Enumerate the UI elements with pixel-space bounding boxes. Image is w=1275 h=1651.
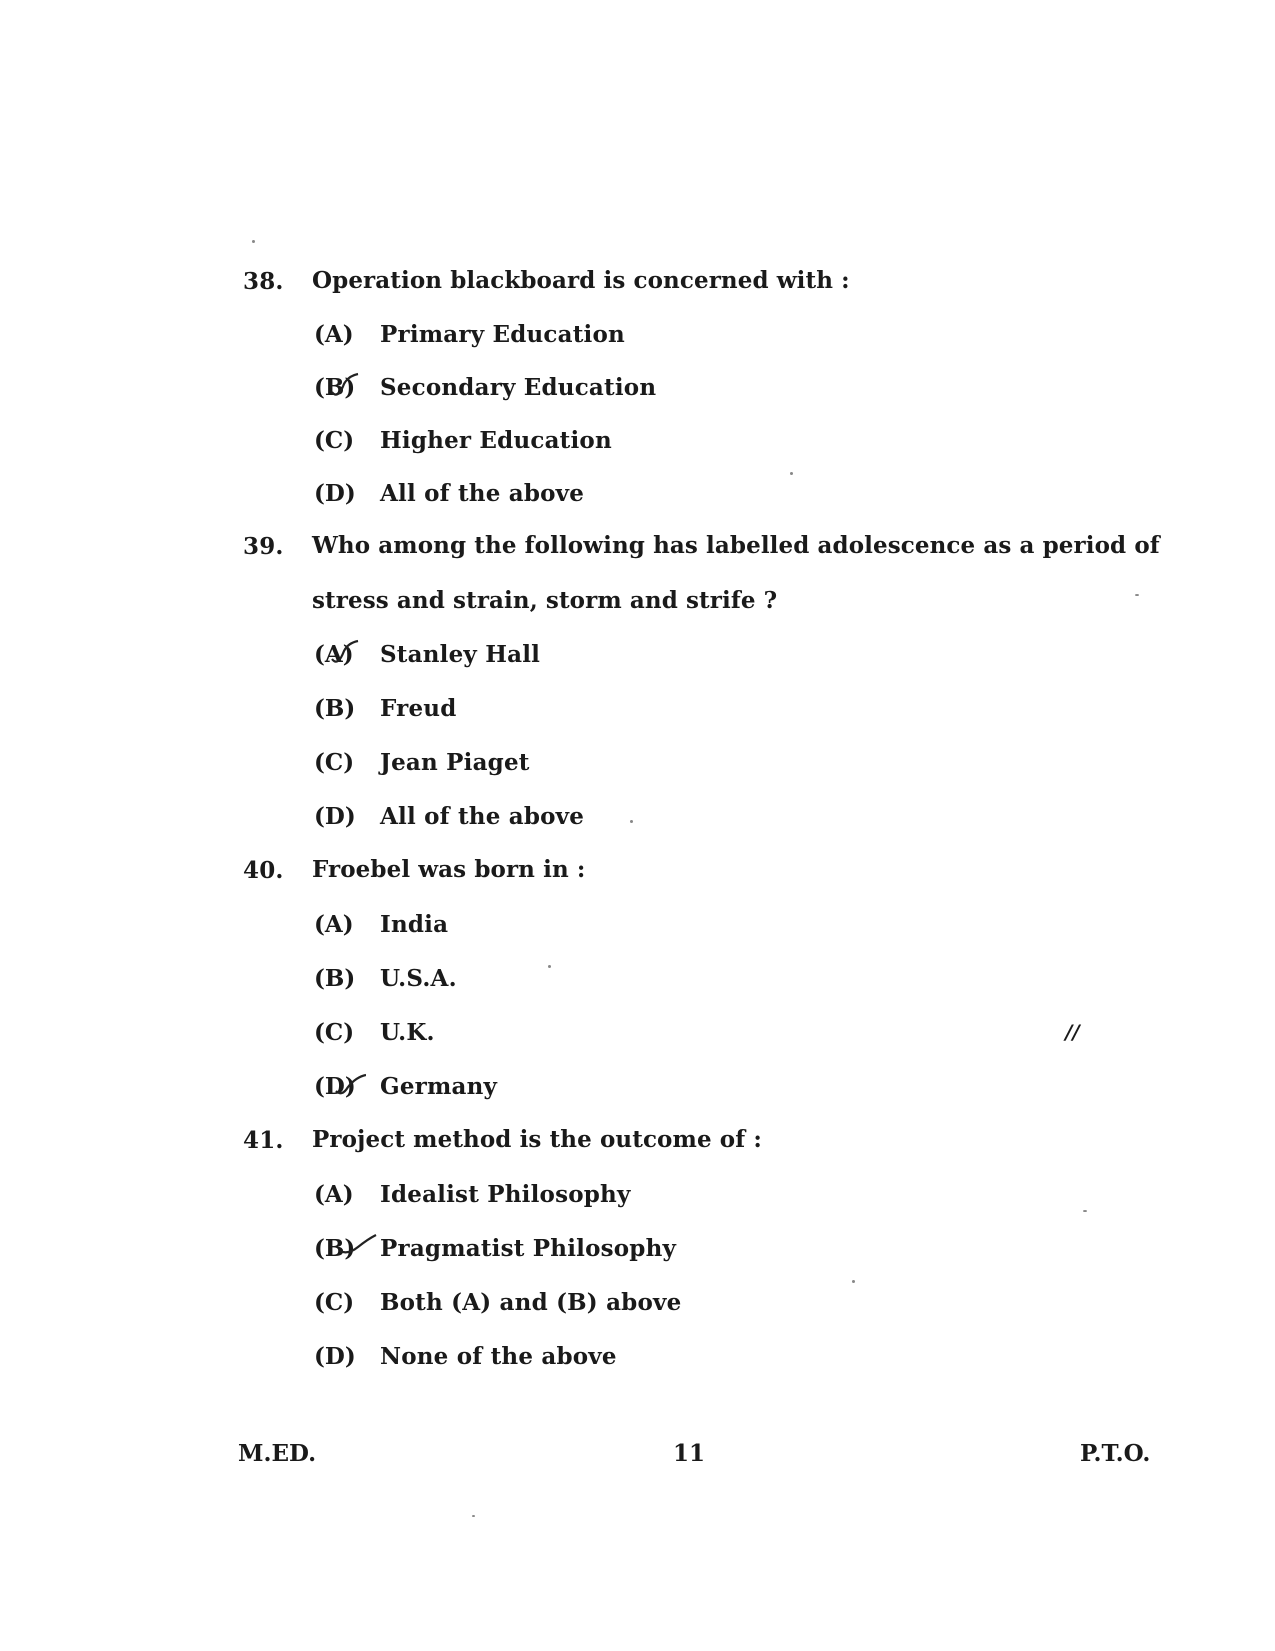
scan-speck xyxy=(1135,594,1139,596)
option-letter: (B) xyxy=(314,374,356,401)
option-letter: (A) xyxy=(314,641,354,668)
option-text: Jean Piaget xyxy=(380,749,530,776)
option-text: U.K. xyxy=(380,1019,435,1046)
option-text: Higher Education xyxy=(380,427,612,454)
option-40-b xyxy=(0,965,1275,1005)
answer-tick-icon xyxy=(330,370,360,400)
footer-pto: P.T.O. xyxy=(1080,1440,1151,1467)
option-39-b xyxy=(0,695,1275,735)
option-40-d xyxy=(0,1073,1275,1113)
scan-speck xyxy=(548,965,551,968)
question-number: 41. xyxy=(243,1127,284,1154)
option-40-a xyxy=(0,911,1275,951)
option-letter: (A) xyxy=(314,911,354,938)
option-letter: (D) xyxy=(314,1073,356,1100)
option-letter: (C) xyxy=(314,427,355,454)
question-number: 39. xyxy=(243,533,284,560)
scan-speck xyxy=(252,240,255,243)
option-text: All of the above xyxy=(380,803,585,830)
option-text: Secondary Education xyxy=(380,374,657,401)
option-40-c xyxy=(0,1019,1275,1059)
footer-code: M.ED. xyxy=(238,1440,317,1467)
option-text: Stanley Hall xyxy=(380,641,541,668)
scan-speck xyxy=(472,1515,475,1517)
option-letter: (D) xyxy=(314,1343,356,1370)
option-38-b xyxy=(0,374,1275,414)
option-letter: (C) xyxy=(314,1019,355,1046)
question-number: 38. xyxy=(243,268,284,295)
answer-tick-icon xyxy=(338,1231,378,1261)
question-text: Froebel was born in : xyxy=(312,856,586,883)
scan-speck xyxy=(1083,1210,1087,1212)
answer-tick-icon xyxy=(330,637,360,667)
option-38-c xyxy=(0,427,1275,467)
option-text: Freud xyxy=(380,695,457,722)
option-text: India xyxy=(380,911,449,938)
option-text: Primary Education xyxy=(380,321,625,348)
option-38-a xyxy=(0,321,1275,361)
option-41-c xyxy=(0,1289,1275,1329)
option-39-d xyxy=(0,803,1275,843)
option-letter: (D) xyxy=(314,803,356,830)
footer-page-number: 11 xyxy=(673,1440,706,1467)
option-38-d xyxy=(0,480,1275,520)
scan-speck xyxy=(790,472,793,475)
question-text: Project method is the outcome of : xyxy=(312,1126,762,1153)
option-letter: (B) xyxy=(314,695,356,722)
option-41-a xyxy=(0,1181,1275,1221)
option-text: Germany xyxy=(380,1073,498,1100)
option-letter: (C) xyxy=(314,749,355,776)
question-number: 40. xyxy=(243,857,284,884)
option-text: U.S.A. xyxy=(380,965,457,992)
answer-tick-icon xyxy=(332,1069,366,1099)
option-39-a xyxy=(0,641,1275,681)
option-41-d xyxy=(0,1343,1275,1383)
option-39-c xyxy=(0,749,1275,789)
option-41-b xyxy=(0,1235,1275,1275)
question-text: Who among the following has labelled adolescence as a period of stress and strain, storm and strife ? xyxy=(312,532,1160,614)
option-text: None of the above xyxy=(380,1343,617,1370)
option-text: Both (A) and (B) above xyxy=(380,1289,682,1316)
option-letter: (C) xyxy=(314,1289,355,1316)
option-letter: (A) xyxy=(314,321,354,348)
handwritten-mark: // xyxy=(1065,1020,1080,1044)
option-letter: (D) xyxy=(314,480,356,507)
option-text: Pragmatist Philosophy xyxy=(380,1235,677,1262)
option-letter: (B) xyxy=(314,1235,356,1262)
scan-speck xyxy=(852,1280,855,1283)
option-text: All of the above xyxy=(380,480,585,507)
option-text: Idealist Philosophy xyxy=(380,1181,631,1208)
option-letter: (B) xyxy=(314,965,356,992)
question-text: Operation blackboard is concerned with : xyxy=(312,267,850,294)
option-letter: (A) xyxy=(314,1181,354,1208)
scan-speck xyxy=(630,820,633,823)
